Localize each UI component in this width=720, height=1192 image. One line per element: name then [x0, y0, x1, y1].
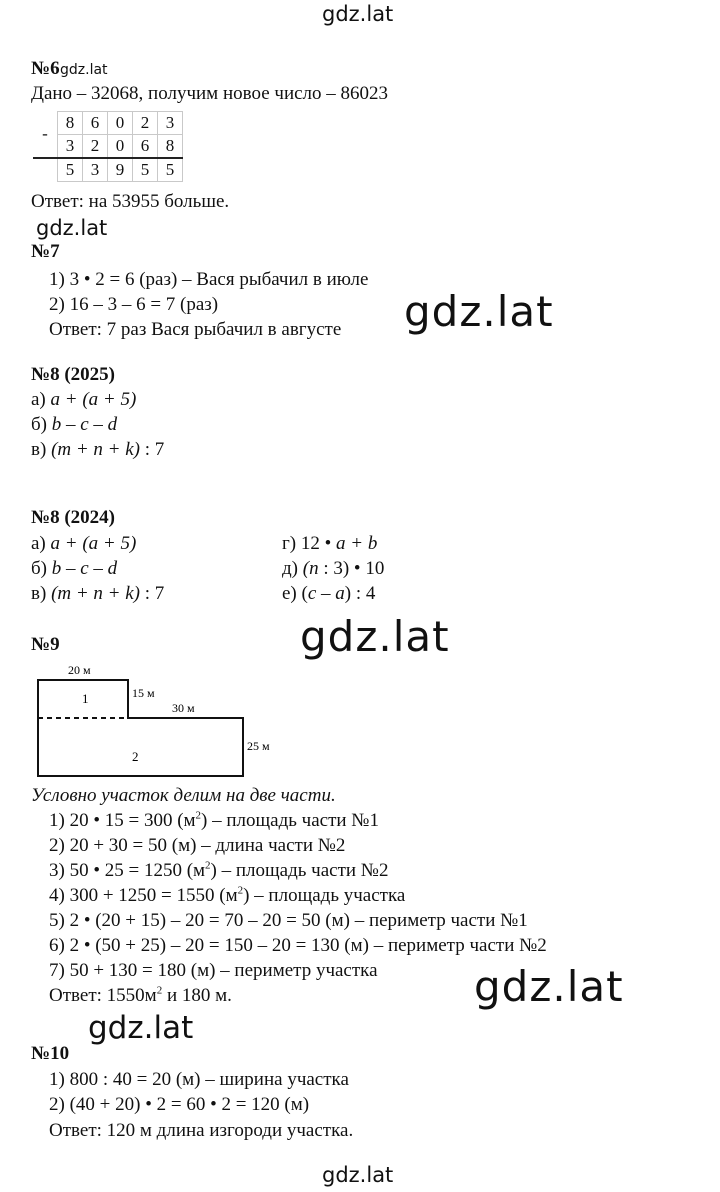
digit-cell: 0	[108, 112, 133, 135]
task-9-line-4: 4) 300 + 1250 = 1550 $(м^2)$ – площадь участка	[49, 884, 406, 906]
label-top-width: 20 м	[68, 663, 91, 677]
digit-cell: 9	[108, 158, 133, 182]
task-6-header: №6	[31, 58, 60, 79]
digit-cell: 0	[108, 135, 133, 159]
watermark-medium: gdz.lat	[88, 1010, 194, 1046]
task-7-line-2: 2) 16 – 3 – 6 = 7 (раз)	[49, 294, 219, 315]
task-8-2025-b: б) b – c – d	[31, 414, 118, 435]
task-9-line-3: 3) 50 • 25 = 1250 $(м^2)$ – площадь части №2	[49, 859, 389, 881]
digit-cell: 3	[158, 112, 183, 135]
task-9-header: №9	[31, 634, 60, 655]
label-right-height: 25 м	[247, 739, 270, 753]
task-8-2024-a: а) a + (a + 5)	[31, 533, 137, 554]
task-10-answer: Ответ: 120 м длина изгороди участка.	[49, 1120, 354, 1141]
table-row	[33, 158, 183, 182]
label-step-height: 15 м	[132, 686, 155, 700]
task-7-answer: Ответ: 7 раз Вася рыбачил в августе	[49, 319, 342, 340]
task-9-line-1: 1) 20 • 15 = 300 $(м^2)$ – площадь части №1	[49, 809, 379, 831]
watermark-top: gdz.lat	[322, 2, 394, 26]
table-row	[33, 112, 183, 135]
task-8-2024-header: №8 (2024)	[31, 507, 115, 528]
watermark-bottom: gdz.lat	[322, 1163, 394, 1187]
watermark-large: gdz.lat	[400, 287, 558, 336]
watermark-inline: gdz.lat	[60, 62, 108, 78]
watermark-large: gdz.lat	[470, 962, 628, 1011]
subtraction-table	[33, 111, 183, 182]
digit-cell: 6	[133, 135, 158, 159]
digit-cell: 2	[83, 135, 108, 159]
task-9-line-6: 6) 2 • (50 + 25) – 20 = 150 – 20 = 130 (м) – периметр части №2	[49, 935, 547, 956]
task-8-2025-v: в) (m + n + k) : 7	[31, 439, 165, 460]
digit-cell: 8	[58, 112, 83, 135]
task-6-given: Дано – 32068, получим новое число – 86023	[31, 83, 389, 104]
label-part-2: 2	[132, 749, 139, 764]
task-7-header: №7	[31, 241, 60, 262]
task-10-line-1: 1) 800 : 40 = 20 (м) – ширина участка	[49, 1069, 349, 1090]
task-9-line-2: 2) 20 + 30 = 50 (м) – длина части №2	[49, 835, 346, 856]
task-8-2024-g: г) 12 • a + b	[282, 533, 378, 554]
digit-cell: 6	[83, 112, 108, 135]
digit-cell: 8	[158, 135, 183, 159]
task-9-line-5: 5) 2 • (20 + 15) – 20 = 70 – 20 = 50 (м) – периметр части №1	[49, 910, 528, 931]
task-8-2025-a: а) a + (a + 5)	[31, 389, 137, 410]
task-10-line-2: 2) (40 + 20) • 2 = 60 • 2 = 120 (м)	[49, 1094, 310, 1115]
task-8-2024-d: д) (n : 3) • 10	[282, 558, 385, 579]
digit-cell: 3	[58, 135, 83, 159]
plot-diagram	[30, 660, 290, 780]
task-6-answer: Ответ: на 53955 больше.	[31, 191, 230, 212]
watermark: gdz.lat	[36, 216, 108, 240]
task-7-line-1: 1) 3 • 2 = 6 (раз) – Вася рыбачил в июле	[49, 269, 369, 290]
task-10-header: №10	[31, 1043, 70, 1064]
task-8-2025-header: №8 (2025)	[31, 364, 115, 385]
digit-cell: 5	[133, 158, 158, 182]
label-step-width: 30 м	[172, 701, 195, 715]
digit-cell: 5	[58, 158, 83, 182]
digit-cell: 5	[158, 158, 183, 182]
task-9-intro: Условно участок делим на две части.	[31, 785, 336, 806]
task-8-2024-e: е) (c – a) : 4	[282, 583, 376, 604]
label-part-1: 1	[82, 691, 89, 706]
watermark-large: gdz.lat	[300, 612, 450, 661]
minus-sign: -	[42, 124, 48, 144]
digit-cell: 3	[83, 158, 108, 182]
task-8-2024-b: б) b – c – d	[31, 558, 118, 579]
task-9-answer: Ответ: $1550м^2$ и 180 м.	[49, 984, 232, 1006]
task-9-line-7: 7) 50 + 130 = 180 (м) – периметр участка	[49, 960, 378, 981]
digit-cell: 2	[133, 112, 158, 135]
task-8-2024-v: в) (m + n + k) : 7	[31, 583, 165, 604]
